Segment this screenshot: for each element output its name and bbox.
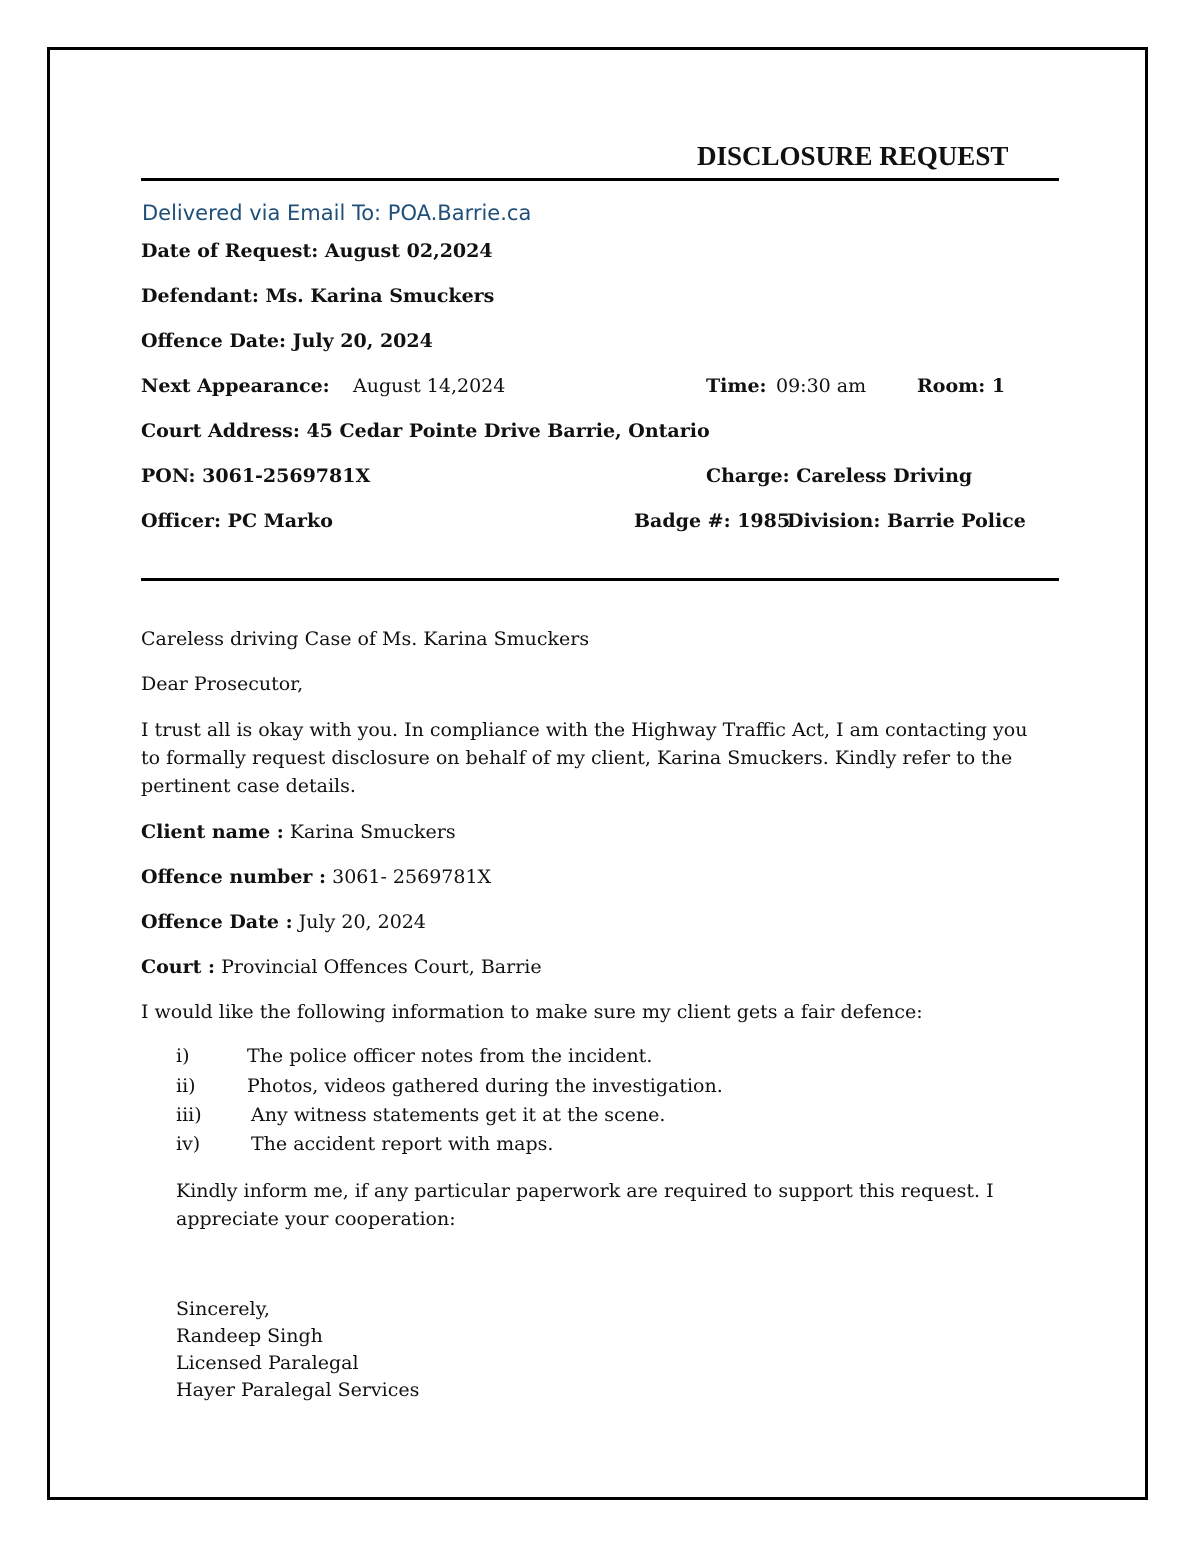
list-item-marker: ii) (176, 1075, 196, 1097)
court-address: Court Address: 45 Cedar Pointe Drive Barrie, Ontario (141, 420, 710, 442)
closing-paragraph: Kindly inform me, if any particular paperwork are required to support this request. I appreciate your cooperation: (176, 1180, 994, 1230)
division: Division: Barrie Police (787, 510, 1026, 532)
offence-number-line (141, 866, 491, 888)
request-intro: I would like the following information to make sure my client gets a fair defence: (141, 1001, 923, 1023)
court-value: Provincial Offences Court, Barrie (215, 956, 542, 978)
list-item-text: Photos, videos gathered during the investigation. (247, 1075, 723, 1097)
client-name-value: Karina Smuckers (283, 821, 456, 843)
list-item-text: The accident report with maps. (251, 1133, 554, 1155)
list-item-text: The police officer notes from the incident. (247, 1045, 653, 1067)
list-item-marker: i) (176, 1045, 190, 1067)
court-label: Court : (141, 956, 216, 978)
salutation: Dear Prosecutor, (141, 673, 304, 695)
delivery-line: Delivered via Email To: POA.Barrie.ca (142, 201, 532, 225)
signer-title: Licensed Paralegal (176, 1352, 359, 1374)
letter-subject: Careless driving Case of Ms. Karina Smuckers (141, 628, 590, 650)
offence-date-line (141, 911, 426, 933)
offence-number-label: Offence number : (141, 866, 327, 888)
header-rule (141, 578, 1059, 581)
charge: Charge: Careless Driving (706, 465, 973, 487)
document-title: DISCLOSURE REQUEST (697, 141, 1009, 171)
intro-paragraph: I trust all is okay with you. In compliance with the Highway Traffic Act, I am contacting you to formally request disclosure on behalf of my client, Karina Smuckers. Kindly refer to the pertinent case details. (141, 719, 1028, 797)
list-item-text: Any witness statements get it at the scene. (251, 1104, 666, 1126)
signer-firm: Hayer Paralegal Services (176, 1379, 420, 1401)
offence-date: Offence Date: July 20, 2024 (141, 330, 433, 352)
room: Room: 1 (917, 375, 1006, 397)
pon: PON: 3061-2569781X (141, 465, 371, 487)
offence-number-value: 3061- 2569781X (326, 866, 492, 888)
time-value: 09:30 am (776, 375, 867, 397)
client-name-label: Client name : (141, 821, 284, 843)
badge: Badge #: 1985 (634, 510, 791, 532)
defendant: Defendant: Ms. Karina Smuckers (141, 285, 495, 307)
signoff: Sincerely, (176, 1298, 270, 1320)
officer: Officer: PC Marko (141, 510, 333, 532)
next-appearance-value: August 14,2024 (353, 375, 506, 397)
title-rule (141, 178, 1059, 181)
next-appearance-label: Next Appearance: (141, 375, 330, 397)
list-item-marker: iv) (176, 1133, 201, 1155)
time-label: Time: (706, 375, 767, 397)
court-line (141, 956, 542, 978)
client-name-line (141, 821, 456, 843)
date-of-request: Date of Request: August 02,2024 (141, 240, 493, 262)
signature-block (176, 1296, 419, 1404)
list-item-marker: iii) (176, 1104, 202, 1126)
offence-date-value: July 20, 2024 (292, 911, 426, 933)
offence-date-label: Offence Date : (141, 911, 293, 933)
signer-name: Randeep Singh (176, 1325, 323, 1347)
